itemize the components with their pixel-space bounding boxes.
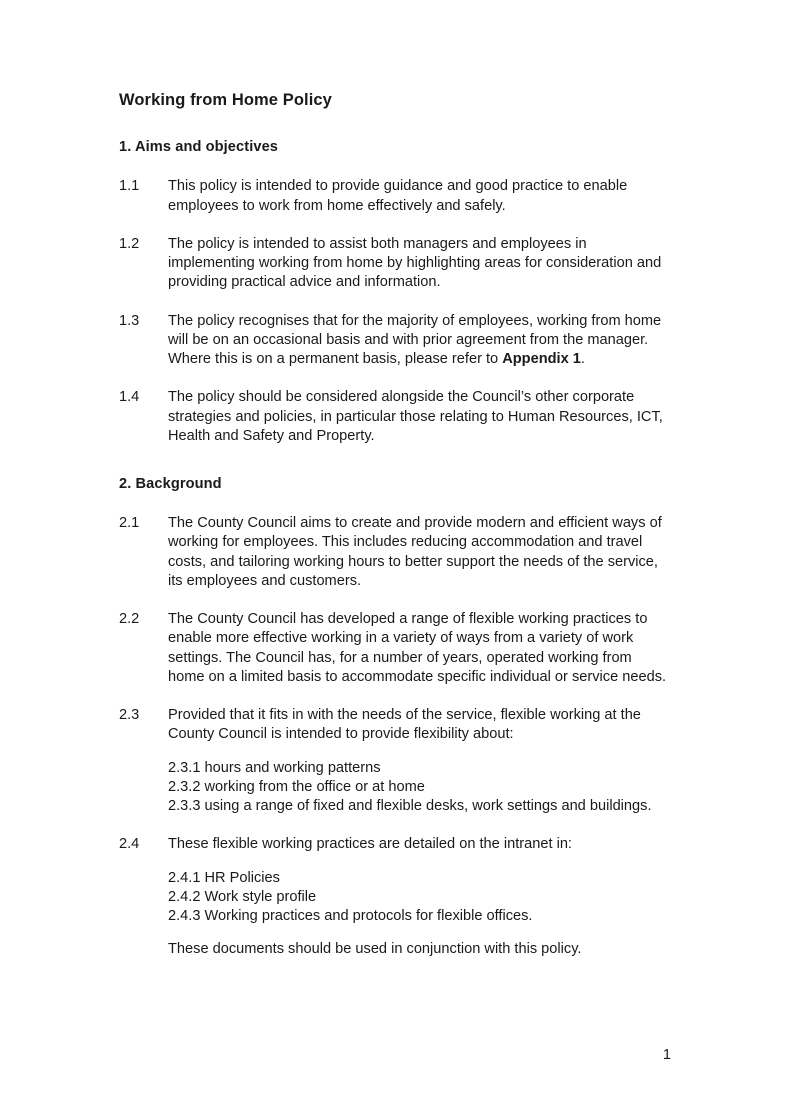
clause-number: 2.4 [119, 836, 140, 853]
page-number: 1 [662, 1047, 671, 1063]
clause-text-wrapper [168, 177, 671, 216]
clause-text: The County Council has developed a range of flexible working practices to enable more effective working in a variety of ways from a variety of work settings. The Council has, for a number of years, operated working from home on a limited basis to accommodate specific individual or service needs. [168, 611, 667, 685]
spacer [168, 745, 671, 759]
section-heading-background: 2. Background [119, 476, 222, 493]
clause-text-trailing: . [580, 351, 585, 368]
clause-text-wrapper [168, 835, 671, 959]
section-heading-aims-and-objectives: 1. Aims and objectives [119, 139, 279, 156]
clause-1-2 [119, 235, 671, 293]
spacer [168, 926, 671, 940]
clause-text [168, 312, 671, 370]
clause-text: This policy is intended to provide guidance and good practice to enable employees to work from home effectively and safely. [168, 178, 628, 214]
clause-number: 2.3 [119, 707, 140, 724]
subclause-item: 2.4.1 HR Policies [168, 869, 280, 886]
clause-text-wrapper [168, 514, 671, 591]
clause-text-wrapper [168, 235, 671, 293]
clause-number: 1.2 [119, 235, 140, 252]
subclause-item: 2.3.1 hours and working patterns [168, 759, 381, 776]
subclause-item: 2.3.2 working from the office or at home [168, 778, 425, 795]
clause-number: 2.2 [119, 611, 140, 628]
clause-text: Provided that it fits in with the needs of the service, flexible working at the County Council is intended to provide flexibility about: [168, 707, 641, 743]
clause-text: The policy should be considered alongside the Council’s other corporate strategies and policies, in particular those relating to Human Resources, ICT, Health and Safety and Property. [168, 389, 663, 444]
subclause-item: 2.3.3 using a range of fixed and flexible desks, work settings and buildings. [168, 798, 652, 815]
clause-text-wrapper [168, 610, 671, 687]
subclause-item: 2.4.2 Work style profile [168, 888, 317, 905]
clause-closing-text: These documents should be used in conjunction with this policy. [168, 941, 582, 958]
clause-text-wrapper [168, 388, 671, 446]
clause-text: These flexible working practices are detailed on the intranet in: [168, 836, 572, 853]
clause-number: 1.3 [119, 312, 140, 329]
clause-2-4 [119, 835, 671, 959]
page-title: Working from Home Policy [119, 91, 332, 109]
subclause-list-2-4 [168, 869, 671, 927]
clause-1-3 [119, 312, 671, 370]
clause-number: 1.4 [119, 389, 140, 406]
clause-text-wrapper [168, 312, 671, 370]
clause-text-wrapper [168, 706, 671, 816]
clause-number: 2.1 [119, 515, 140, 532]
subclause-list-2-3 [168, 759, 671, 817]
clause-1-4 [119, 388, 671, 446]
clause-text: The policy is intended to assist both managers and employees in implementing working from home by highlighting areas for consideration and providing practical advice and information. [168, 235, 662, 291]
document-content [119, 90, 671, 979]
subclause-item: 2.4.3 Working practices and protocols for flexible offices. [168, 908, 533, 925]
appendix-reference: Appendix 1 [502, 351, 581, 368]
clause-text: The County Council aims to create and provide modern and efficient ways of working for employees. This includes reducing accommodation and travel costs, and tailoring working hours to better support the needs of the service, its employees and customers. [168, 515, 662, 589]
clause-1-1 [119, 177, 671, 216]
spacer [168, 855, 671, 869]
clause-text-leading: The policy recognises that for the majority of employees, working from home will be on an occasional basis and with prior agreement from the manager. Where this is on a permanent basis, please refer to [168, 312, 662, 368]
clause-2-1 [119, 514, 671, 591]
clause-number: 1.1 [119, 178, 140, 195]
clause-2-3 [119, 706, 671, 816]
clause-2-2 [119, 610, 671, 687]
